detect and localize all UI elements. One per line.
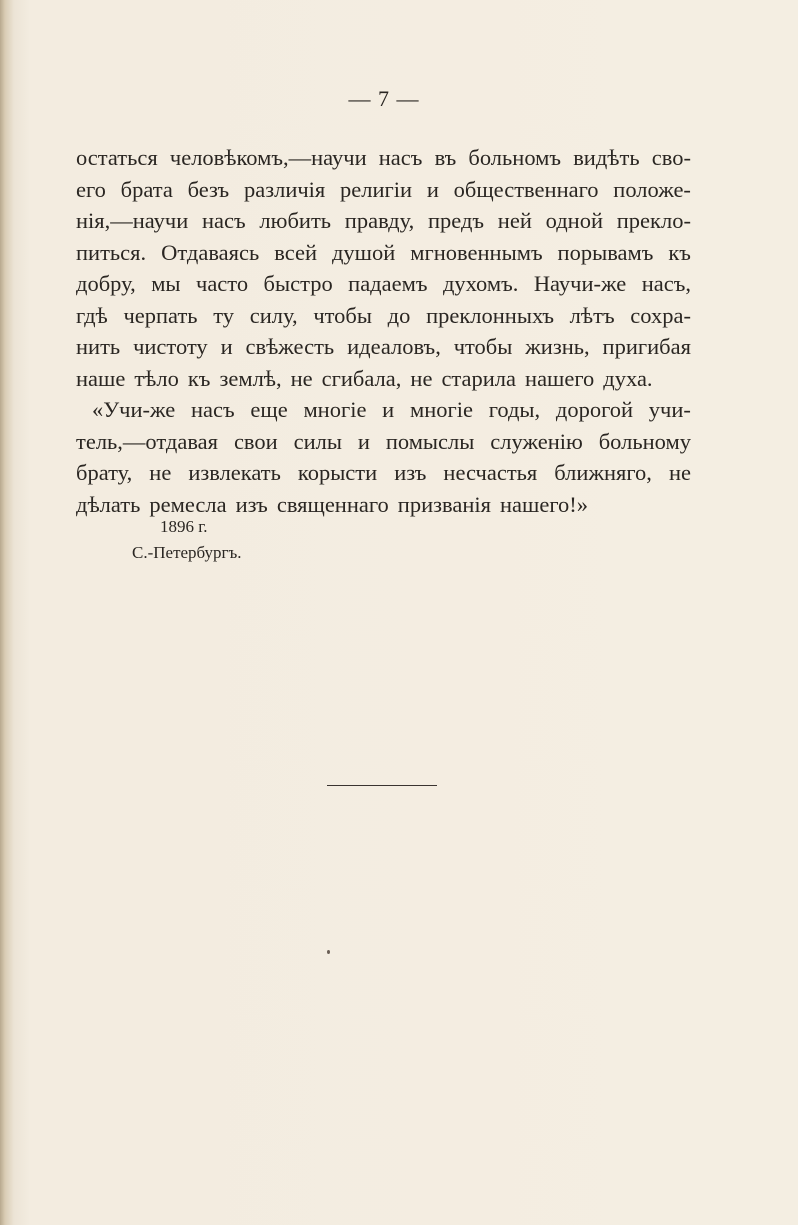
word: жизнь, — [525, 334, 590, 359]
word: чистоту — [133, 334, 208, 359]
word: не — [149, 460, 172, 485]
text-line — [76, 331, 691, 363]
word: «Учи-же — [92, 397, 176, 422]
word: силу, — [249, 302, 298, 328]
word: призванія — [397, 491, 491, 517]
text-line — [76, 489, 691, 521]
word: брата — [120, 176, 173, 202]
word: брату, — [76, 460, 133, 485]
word: преклонныхъ — [426, 302, 554, 328]
word: тель,—отдавая — [76, 428, 219, 454]
word: нашего!» — [499, 491, 588, 517]
word: предъ — [427, 208, 485, 233]
word: насъ — [202, 208, 246, 233]
word: не — [668, 460, 691, 485]
word: и — [220, 334, 233, 359]
word: различія — [243, 176, 326, 202]
word: чтобы — [313, 302, 372, 328]
word: учи- — [648, 397, 691, 422]
word: сгибала, — [321, 365, 402, 391]
text-line — [76, 363, 691, 395]
word: душой — [331, 239, 396, 265]
text-line — [76, 205, 691, 237]
word: религіи — [340, 176, 413, 202]
word: ту — [213, 302, 235, 328]
word: Научи-же — [533, 271, 627, 296]
text-line — [76, 237, 691, 269]
word: изъ — [394, 460, 427, 485]
word: дорогой — [555, 397, 634, 422]
word: помыслы — [385, 428, 475, 454]
body-text — [76, 142, 691, 520]
word: къ — [187, 365, 211, 391]
word: всей — [274, 239, 317, 265]
word: ближняго, — [554, 460, 652, 485]
word: нить — [76, 334, 121, 359]
word: нашего — [525, 365, 595, 391]
word: больномъ — [468, 145, 562, 170]
word: до — [387, 302, 411, 328]
word: извлекать — [188, 460, 281, 485]
word: остаться — [76, 145, 158, 170]
word: добру, — [76, 271, 136, 296]
word: черпать — [123, 302, 198, 328]
text-line — [76, 300, 691, 332]
word: корысти — [297, 460, 378, 485]
word: еще — [250, 397, 288, 422]
section-divider — [327, 785, 437, 786]
word: тѣло — [134, 365, 179, 391]
word: Отдаваясь — [161, 239, 260, 265]
word: падаемъ — [348, 271, 428, 296]
text-line — [76, 142, 691, 174]
word: не — [410, 365, 433, 391]
text-line — [76, 268, 691, 300]
word: наше — [76, 365, 126, 391]
word: въ — [434, 145, 457, 170]
word: одной — [545, 208, 604, 233]
word: чтобы — [453, 334, 513, 359]
word: дѣлать — [76, 491, 141, 517]
word: изъ — [235, 491, 268, 517]
word: и — [426, 176, 439, 202]
word: годы, — [488, 397, 541, 422]
text-line — [76, 174, 691, 206]
word: его — [76, 176, 106, 202]
word: человѣкомъ,—научи — [169, 145, 367, 170]
word: сохра- — [630, 302, 691, 328]
word: больному — [598, 428, 691, 454]
word: прекло- — [616, 208, 691, 233]
word: насъ, — [641, 271, 691, 296]
word: къ — [668, 239, 691, 265]
word: многіе — [409, 397, 473, 422]
word: порывамъ — [557, 239, 654, 265]
word: несчастья — [443, 460, 538, 485]
word: землѣ, — [219, 365, 282, 391]
word: ремесла — [149, 491, 227, 517]
word: сво- — [651, 145, 691, 170]
page-number: — 7 — — [348, 86, 420, 111]
word: гдѣ — [76, 302, 108, 328]
text-line — [76, 426, 691, 458]
word: духа. — [603, 365, 653, 391]
word: насъ — [191, 397, 235, 422]
word: многіе — [303, 397, 367, 422]
word: любить — [259, 208, 332, 233]
word: безъ — [187, 176, 230, 202]
word: мгновеннымъ — [410, 239, 543, 265]
word: быстро — [263, 271, 333, 296]
word: ней — [497, 208, 532, 233]
word: идеаловъ, — [347, 334, 441, 359]
word: свѣжесть — [245, 334, 335, 359]
word: и — [357, 428, 370, 454]
word: насъ — [378, 145, 423, 170]
word: силы — [293, 428, 342, 454]
word: старила — [441, 365, 517, 391]
word: не — [290, 365, 313, 391]
word: питься. — [76, 239, 147, 265]
word: свои — [233, 428, 278, 454]
word: положе- — [613, 176, 691, 202]
paper-speck — [327, 950, 330, 954]
word: служенію — [490, 428, 583, 454]
word: лѣтъ — [569, 302, 615, 328]
word: правду, — [344, 208, 415, 233]
signature-date: 1896 г. — [160, 517, 208, 536]
word: пригибая — [602, 334, 691, 359]
text-line — [76, 457, 691, 489]
signature-city: С.-Петербургъ. — [132, 543, 242, 562]
text-line — [76, 394, 691, 426]
word: нія,—научи — [76, 208, 189, 233]
word: общественнаго — [453, 176, 599, 202]
word: и — [382, 397, 395, 422]
word: часто — [196, 271, 249, 296]
word: мы — [151, 271, 181, 296]
word: видѣть — [573, 145, 640, 170]
word: священнаго — [276, 491, 389, 517]
word: духомъ. — [442, 271, 519, 296]
